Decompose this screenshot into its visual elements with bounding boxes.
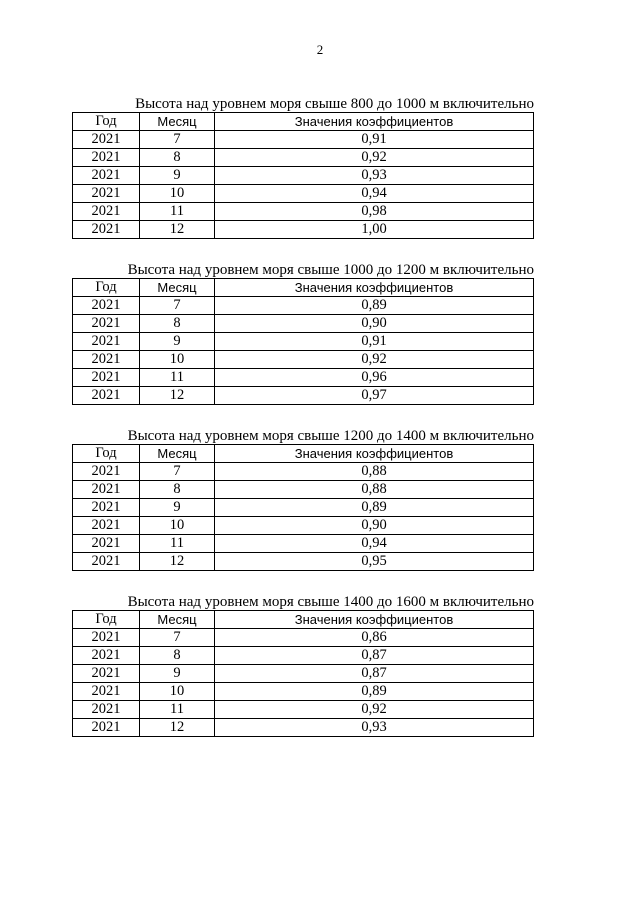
table-header-row	[73, 279, 534, 297]
year-column-header: Год	[73, 611, 140, 629]
month-cell: 12	[140, 221, 215, 239]
year-cell: 2021	[73, 297, 140, 315]
table-row	[73, 315, 534, 333]
table-row	[73, 499, 534, 517]
value-column-header: Значения коэффициентов	[215, 445, 534, 463]
year-cell: 2021	[73, 665, 140, 683]
year-cell: 2021	[73, 701, 140, 719]
value-cell: 0,95	[215, 553, 534, 571]
year-cell: 2021	[73, 629, 140, 647]
value-cell: 0,97	[215, 387, 534, 405]
year-column-header: Год	[73, 113, 140, 131]
month-cell: 10	[140, 185, 215, 203]
value-cell: 0,91	[215, 131, 534, 149]
year-cell: 2021	[73, 351, 140, 369]
table-row	[73, 369, 534, 387]
month-cell: 8	[140, 315, 215, 333]
year-cell: 2021	[73, 683, 140, 701]
month-cell: 7	[140, 629, 215, 647]
table-row	[73, 553, 534, 571]
section-caption: Высота над уровнем моря свыше 1200 до 1400 м включительно	[127, 428, 534, 444]
table-row	[73, 719, 534, 737]
year-cell: 2021	[73, 333, 140, 351]
value-cell: 0,91	[215, 333, 534, 351]
coefficient-section	[72, 262, 534, 405]
table-header-row	[73, 611, 534, 629]
year-cell: 2021	[73, 499, 140, 517]
value-cell: 0,87	[215, 647, 534, 665]
table-row	[73, 149, 534, 167]
table-row	[73, 535, 534, 553]
year-cell: 2021	[73, 203, 140, 221]
table-row	[73, 481, 534, 499]
month-cell: 12	[140, 387, 215, 405]
table-row	[73, 629, 534, 647]
page-number: 2	[316, 42, 324, 57]
month-column-header: Месяц	[140, 445, 215, 463]
value-column-header: Значения коэффициентов	[215, 113, 534, 131]
value-cell: 0,96	[215, 369, 534, 387]
year-cell: 2021	[73, 481, 140, 499]
year-cell: 2021	[73, 387, 140, 405]
value-cell: 1,00	[215, 221, 534, 239]
coefficient-section	[72, 594, 534, 737]
value-cell: 0,94	[215, 535, 534, 553]
value-cell: 0,98	[215, 203, 534, 221]
year-cell: 2021	[73, 315, 140, 333]
month-cell: 10	[140, 351, 215, 369]
year-cell: 2021	[73, 369, 140, 387]
month-cell: 9	[140, 665, 215, 683]
month-cell: 10	[140, 517, 215, 535]
month-cell: 12	[140, 719, 215, 737]
month-cell: 11	[140, 535, 215, 553]
table-row	[73, 297, 534, 315]
month-column-header: Месяц	[140, 279, 215, 297]
table-row	[73, 333, 534, 351]
month-cell: 7	[140, 297, 215, 315]
value-cell: 0,92	[215, 351, 534, 369]
value-column-header: Значения коэффициентов	[215, 611, 534, 629]
month-column-header: Месяц	[140, 611, 215, 629]
year-cell: 2021	[73, 185, 140, 203]
year-cell: 2021	[73, 131, 140, 149]
month-cell: 7	[140, 463, 215, 481]
year-cell: 2021	[73, 167, 140, 185]
year-cell: 2021	[73, 647, 140, 665]
value-cell: 0,93	[215, 167, 534, 185]
table-row	[73, 517, 534, 535]
year-cell: 2021	[73, 221, 140, 239]
table-row	[73, 647, 534, 665]
year-cell: 2021	[73, 149, 140, 167]
year-column-header: Год	[73, 445, 140, 463]
table-row	[73, 167, 534, 185]
table-row	[73, 683, 534, 701]
month-cell: 7	[140, 131, 215, 149]
value-cell: 0,94	[215, 185, 534, 203]
value-cell: 0,92	[215, 701, 534, 719]
table-row	[73, 463, 534, 481]
table-row	[73, 387, 534, 405]
year-column-header: Год	[73, 279, 140, 297]
table-row	[73, 203, 534, 221]
month-cell: 8	[140, 647, 215, 665]
coefficient-table	[72, 278, 534, 405]
value-cell: 0,86	[215, 629, 534, 647]
coefficient-table	[72, 112, 534, 239]
section-caption: Высота над уровнем моря свыше 1000 до 1200 м включительно	[127, 262, 534, 278]
month-cell: 11	[140, 369, 215, 387]
section-caption: Высота над уровнем моря свыше 800 до 1000 м включительно	[135, 96, 534, 112]
month-cell: 9	[140, 499, 215, 517]
coefficient-table	[72, 610, 534, 737]
month-cell: 11	[140, 701, 215, 719]
year-cell: 2021	[73, 553, 140, 571]
year-cell: 2021	[73, 517, 140, 535]
month-cell: 9	[140, 333, 215, 351]
year-cell: 2021	[73, 719, 140, 737]
year-cell: 2021	[73, 535, 140, 553]
table-row	[73, 221, 534, 239]
table-row	[73, 131, 534, 149]
value-cell: 0,92	[215, 149, 534, 167]
month-cell: 8	[140, 149, 215, 167]
table-header-row	[73, 445, 534, 463]
value-cell: 0,88	[215, 481, 534, 499]
month-column-header: Месяц	[140, 113, 215, 131]
value-cell: 0,87	[215, 665, 534, 683]
month-cell: 11	[140, 203, 215, 221]
value-cell: 0,89	[215, 499, 534, 517]
coefficient-table	[72, 444, 534, 571]
value-cell: 0,88	[215, 463, 534, 481]
value-cell: 0,89	[215, 297, 534, 315]
table-row	[73, 185, 534, 203]
coefficient-section	[72, 96, 534, 239]
value-cell: 0,90	[215, 517, 534, 535]
month-cell: 10	[140, 683, 215, 701]
section-caption: Высота над уровнем моря свыше 1400 до 1600 м включительно	[127, 594, 534, 610]
value-cell: 0,90	[215, 315, 534, 333]
table-row	[73, 351, 534, 369]
value-cell: 0,93	[215, 719, 534, 737]
month-cell: 8	[140, 481, 215, 499]
month-cell: 12	[140, 553, 215, 571]
year-cell: 2021	[73, 463, 140, 481]
month-cell: 9	[140, 167, 215, 185]
table-row	[73, 665, 534, 683]
value-column-header: Значения коэффициентов	[215, 279, 534, 297]
table-header-row	[73, 113, 534, 131]
coefficient-section	[72, 428, 534, 571]
table-row	[73, 701, 534, 719]
value-cell: 0,89	[215, 683, 534, 701]
